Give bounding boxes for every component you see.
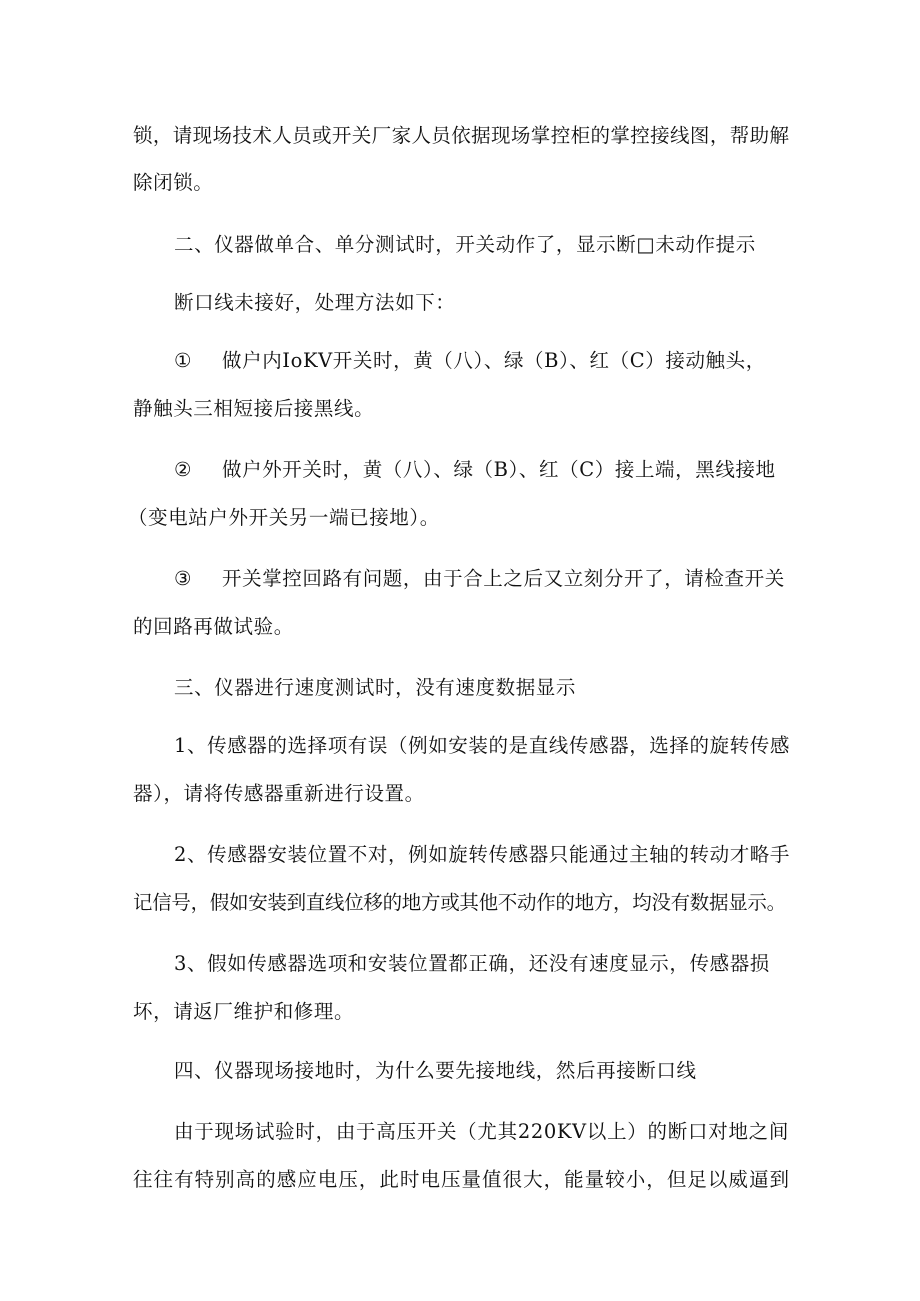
paragraph-line: 器），请将传感器重新进行设置。 — [133, 782, 425, 805]
section-heading: 四、仪器现场接地时，为什么要先接地线，然后再接断口线 — [174, 1059, 697, 1082]
paragraph-line: 往往有特别高的感应电压，此时电压量值很大，能量较小，但足以威逼到 — [133, 1168, 789, 1191]
paragraph-line: 静触头三相短接后接黑线。 — [133, 397, 375, 420]
paragraph-line: 记信号，假如安装到直线位移的地方或其他不动作的地方，均没有数据显示。 — [133, 891, 786, 914]
numbered-item-line — [174, 565, 789, 593]
paragraph-line: （变电站户外开关另一端已接地）。 — [128, 506, 440, 529]
numbered-item-line — [174, 347, 789, 375]
item-marker: ③ — [174, 567, 193, 590]
section-heading: 二、仪器做单合、单分测试时，开关动作了，显示断□未动作提示 — [174, 233, 756, 256]
item-text: 开关掌控回路有问题，由于合上之后又立刻分开了，请检查开关 — [222, 567, 785, 590]
section-heading: 三、仪器进行速度测试时，没有速度数据显示 — [174, 676, 577, 699]
item-text: 做户外开关时，黄（八）、绿（B）、红（C）接上端，黑线接地 — [222, 458, 776, 481]
item-marker: ① — [174, 349, 193, 372]
item-marker: ② — [174, 458, 193, 481]
paragraph-line: 断口线未接好，处理方法如下： — [174, 291, 456, 314]
paragraph-line: 2、传感器安装位置不对，例如旋转传感器只能通过主轴的转动才略手 — [174, 843, 791, 866]
item-text: 做户内IoKV开关时，黄（八）、绿（B）、红（C）接动触头， — [222, 349, 766, 372]
paragraph-line: 坏，请返厂维护和修理。 — [133, 1000, 355, 1023]
numbered-item-line — [174, 456, 789, 484]
paragraph-line: 锁，请现场技术人员或开关厂家人员依据现场掌控柜的掌控接线图，帮助解 — [133, 124, 789, 147]
paragraph-line: 3、假如传感器选项和安装位置都正确，还没有速度显示，传感器损 — [174, 952, 770, 975]
paragraph-line: 由于现场试验时，由于高压开关（尤其220KV以上）的断口对地之间 — [174, 1120, 789, 1143]
paragraph-line: 1、传感器的选择项有误（例如安装的是直线传感器，选择的旋转传感 — [174, 734, 791, 757]
paragraph-line: 的回路再做试验。 — [133, 615, 294, 638]
paragraph-line: 除闭锁。 — [133, 171, 214, 194]
